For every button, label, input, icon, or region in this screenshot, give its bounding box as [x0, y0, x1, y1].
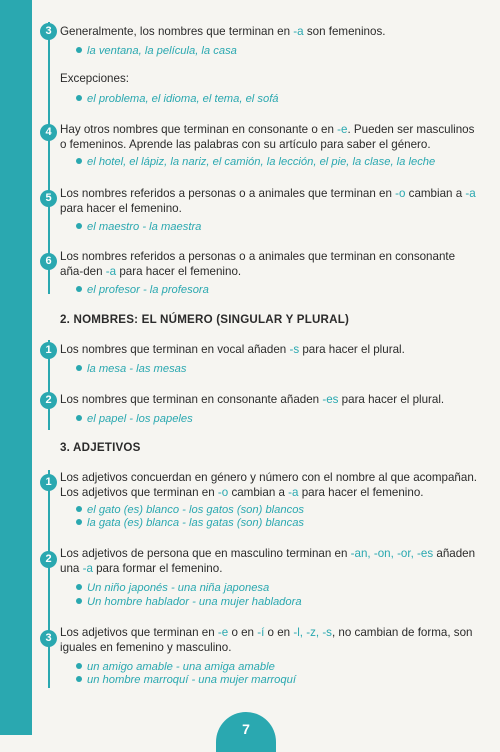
- exceptions-label: Excepciones:: [60, 72, 129, 85]
- bullet-icon: [76, 286, 82, 292]
- bullet-icon: [76, 676, 82, 682]
- example-line: el gato (es) blanco - los gatos (son) blancos: [76, 504, 476, 518]
- section-rule-adjetivos: [48, 470, 50, 688]
- rule-text: Los nombres que terminan en consonante añaden -es para hacer el plural.: [60, 393, 445, 406]
- page-number: 7: [242, 721, 250, 737]
- bullet-icon: [76, 95, 82, 101]
- example-line: el maestro - la maestra: [76, 221, 476, 235]
- rule-text: Los adjetivos que terminan en -e o en -í o en -l, -z, -s, no cambian de forma, son iguales en femenino y masculino.: [60, 626, 473, 654]
- item-number-badge: 6: [40, 253, 57, 270]
- rule-text: Los nombres referidos a personas o a animales que terminan en -o cambian a -a para hacer el femenino.: [60, 187, 476, 215]
- example-line: Un niño japonés - una niña japonesa: [76, 582, 476, 596]
- example-line: la ventana, la película, la casa: [76, 45, 476, 59]
- item-number-badge: 2: [40, 392, 57, 409]
- bullet-icon: [76, 506, 82, 512]
- example-line: el problema, el idioma, el tema, el sofá: [76, 93, 476, 107]
- item-number-badge: 2: [40, 551, 57, 568]
- section-heading-numero: 2. NOMBRES: EL NÚMERO (SINGULAR Y PLURAL): [60, 313, 350, 326]
- bullet-icon: [76, 598, 82, 604]
- rule-text: Los nombres referidos a personas o a animales que terminan en consonante aña-den -a para hacer el femenino.: [60, 250, 456, 278]
- rule-text: Los adjetivos de persona que en masculino terminan en -an, -on, -or, -es añaden una -a para formar el femenino.: [60, 547, 476, 575]
- item-number-badge: 3: [40, 630, 57, 647]
- bullet-icon: [76, 365, 82, 371]
- rule-text: Los nombres que terminan en vocal añaden -s para hacer el plural.: [60, 343, 405, 356]
- example-line: la gata (es) blanca - las gatas (son) blancas: [76, 517, 476, 531]
- bullet-icon: [76, 158, 82, 164]
- example-line: el profesor - la profesora: [76, 284, 476, 298]
- item-number-badge: 4: [40, 124, 57, 141]
- item-number-badge: 5: [40, 190, 57, 207]
- item-number-badge: 1: [40, 474, 57, 491]
- page-number-tab: [216, 712, 276, 752]
- example-line: el hotel, el lápiz, la nariz, el camión, la lección, el pie, la clase, la leche: [76, 156, 476, 170]
- item-number-badge: 1: [40, 342, 57, 359]
- example-line: Un hombre hablador - una mujer habladora: [76, 596, 476, 610]
- item-number-badge: 3: [40, 23, 57, 40]
- rule-text: Hay otros nombres que terminan en consonante o en -e. Pueden ser masculinos o femeninos. Aprende las palabras con su artículo para saber el género.: [60, 123, 475, 151]
- section-heading-adjetivos: 3. ADJETIVOS: [60, 441, 141, 454]
- bullet-icon: [76, 47, 82, 53]
- example-line: el papel - los papeles: [76, 413, 476, 427]
- left-teal-margin: [0, 0, 32, 735]
- bullet-icon: [76, 663, 82, 669]
- example-line: un amigo amable - una amiga amable: [76, 661, 476, 675]
- bullet-icon: [76, 519, 82, 525]
- example-line: la mesa - las mesas: [76, 363, 476, 377]
- bullet-icon: [76, 223, 82, 229]
- bullet-icon: [76, 415, 82, 421]
- rule-text: Generalmente, los nombres que terminan en -a son femeninos.: [60, 25, 386, 38]
- example-line: un hombre marroquí - una mujer marroquí: [76, 674, 476, 688]
- rule-text: Los adjetivos concuerdan en género y número con el nombre al que acompañan. Los adjetivos que terminan en -o cambian a -a para hacer el femenino.: [60, 471, 478, 499]
- bullet-icon: [76, 584, 82, 590]
